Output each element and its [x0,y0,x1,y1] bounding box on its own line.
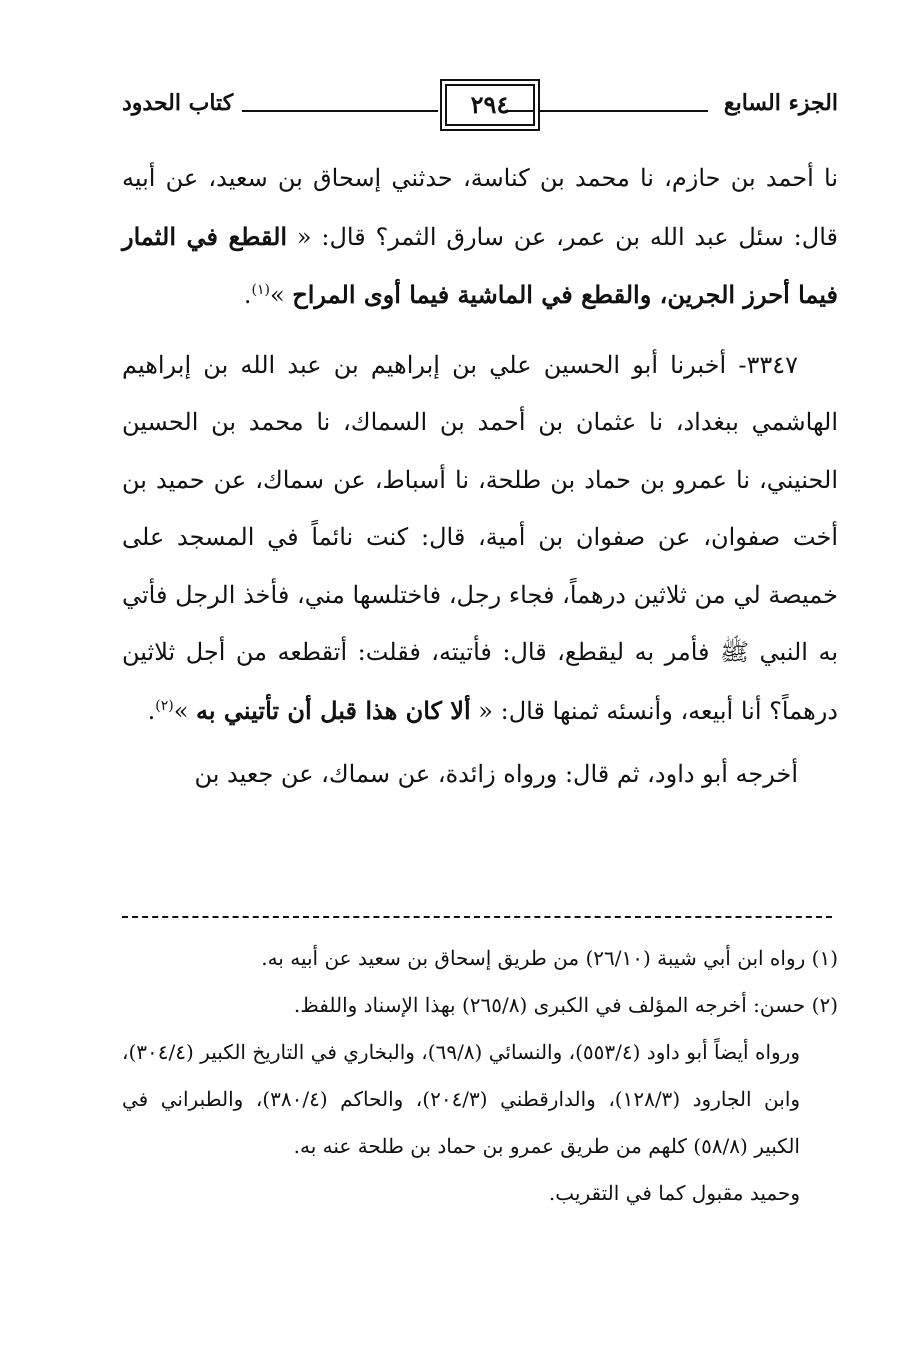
hadith-3347-quote-close: » [173,696,196,725]
footnote-2: (٢) حسن: أخرجه المؤلف في الكبرى (٢٦٥/٨) بهذا الإسناد واللفظ. [293,993,838,1017]
paragraph-1 [122,150,838,325]
paragraph-1-text: نا أحمد بن حازم، نا محمد بن كناسة، حدثني إسحاق بن سعيد، عن أبيه قال: سئل عبد الله بن عمر، عن سارق الثمر؟ قال: « [122,164,839,251]
paragraph-1-quote-close: » [269,281,293,309]
main-text [122,150,838,804]
paragraph-1-end: . [243,281,252,309]
header-rule-right [507,110,708,112]
footnotes [122,935,838,1217]
footnote-2-note: وحميد مقبول كما في التقريب. [548,1181,800,1205]
paragraph-3: أخرجه أبو داود، ثم قال: ورواه زائدة، عن سماك، عن جعيد بن [194,760,798,788]
hadith-3347 [122,337,838,741]
footnote-ref-1: (١) [251,282,270,298]
hadith-3347-end: . [147,696,156,725]
page-header [122,82,838,132]
footnote-2-continued: ورواه أيضاً أبو داود (٥٥٣/٤)، والنسائي (٦٩/٨)، والبخاري في التاريخ الكبير (٣٠٤/٤)، وابن الجارود (١٢٨/٣)، والدارقطني (٢٠٤/٣)، والحاكم (٣٨٠/٤)، والطبراني في الكبير (٥٨/٨) كلهم من طريق عمرو بن حماد بن طلحة عنه به. [122,1040,801,1158]
hadith-3347-quote: ألا كان هذا قبل أن تأتيني به [196,695,471,725]
page-number: ٢٩٤ [445,84,535,126]
hadith-3347-text: ٣٣٤٧- أخبرنا أبو الحسين علي بن إبراهيم بن عبد الله بن إبراهيم الهاشمي ببغداد، نا عثمان بن أحمد بن السماك، نا محمد بن الحسين الحنيني، نا عمرو بن حماد بن طلحة، نا أسباط، عن سماك، عن حميد بن أخت صفوان، عن صفوان بن أمية، قال: كنت نائماً في المسجد على خميصة لي من ثلاثين درهماً، فجاء رجل، فاختلسها مني، فأخذ الرجل فأتي به النبي ﷺ فأمر به ليقطع، قال: فأتيته، فقلت: أتقطعه من أجل ثلاثين درهماً؟ أنا أبيعه، وأنسئه ثمنها قال: « [122,350,839,725]
footnote-ref-2: (٢) [155,697,174,714]
footnote-separator [122,916,832,918]
spacer [122,325,838,337]
footnote-1: (١) رواه ابن أبي شيبة (٢٦/١٠) من طريق إسحاق بن سعيد عن أبيه به. [261,946,838,970]
book-title: كتاب الحدود [122,90,234,116]
header-rule-left [242,110,438,112]
volume-label: الجزء السابع [723,90,838,116]
paragraph-1-quote: القطع في الثمار فيما أحرز الجرين، والقطع في الماشية فيما أوى المراح [122,221,838,309]
